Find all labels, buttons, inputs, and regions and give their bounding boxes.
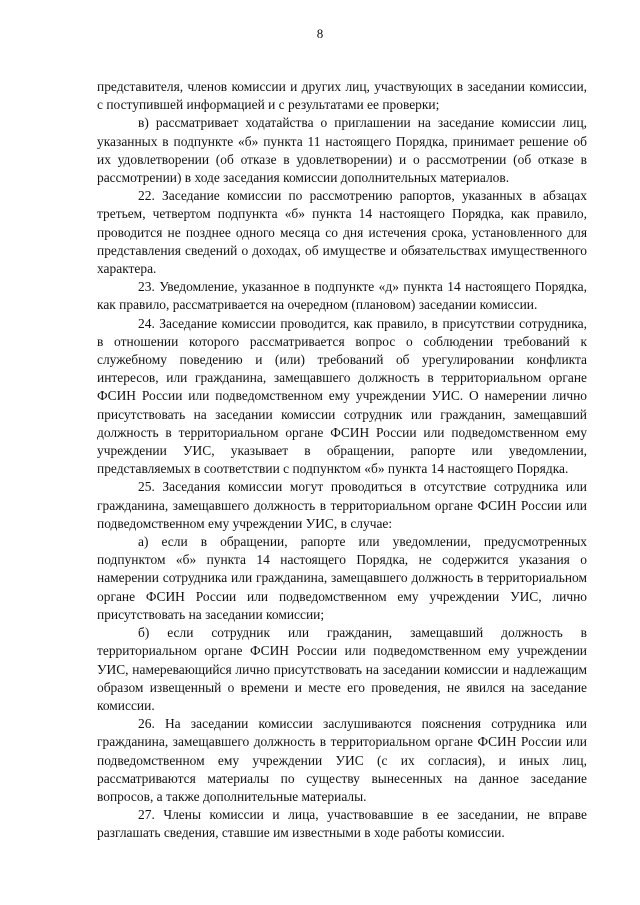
paragraph-24: 24. Заседание комиссии проводится, как правило, в присутствии сотрудника, в отношении которого рассматривается вопрос о соблюдении требований к служебному поведению и (или) требований об урегулировании конфликта интересов, или гражданина, замещавшего должность в территориальном органе ФСИН России или подведомственном ему учреждении УИС. О намерении лично присутствовать на заседании комиссии сотрудник или гражданин, замещавший должность в территориальном органе ФСИН России или подведомственном ему учреждении УИС, указывает в обращении, рапорте или уведомлении, представляемых в соответствии с подпунктом «б» пункта 14 настоящего Порядка.: [97, 315, 587, 477]
paragraph-subitem-v: в) рассматривает ходатайства о приглашении на заседание комиссии лиц, указанных в подпункте «б» пункта 11 настоящего Порядка, принимает решение об их удовлетворении (об отказе в удовлетворении) и о рассмотрении (об отказе в рассмотрении) в ходе заседания комиссии дополнительных материалов.: [97, 115, 587, 186]
paragraph-25-subitem-a: а) если в обращении, рапорте или уведомлении, предусмотренных подпунктом «б» пункта 14 настоящего Порядка, не содержится указания о намерении сотрудника или гражданина, замещавшего должность в территориальном органе ФСИН России или подведомственном ему учреждении УИС, лично присутствовать на заседании комиссии;: [97, 534, 587, 622]
page-number: 8: [316, 26, 324, 41]
paragraph-25-subitem-b: б) если сотрудник или гражданин, замещавший должность в территориальном органе ФСИН России или подведомственном ему учреждении УИС, намеревающийся лично присутствовать на заседании комиссии и надлежащим образом извещенный о времени и месте его проведения, не явился на заседание комиссии.: [97, 625, 587, 713]
paragraph-continuation: представителя, членов комиссии и других лиц, участвующих в заседании комиссии, с поступившей информацией и с результатами ее проверки;: [97, 79, 587, 113]
paragraph-27: 27. Члены комиссии и лица, участвовавшие в ее заседании, не вправе разглашать сведения, ставшие им известными в ходе работы комиссии.: [97, 807, 587, 841]
paragraph-26: 26. На заседании комиссии заслушиваются пояснения сотрудника или гражданина, замещавшего должность в территориальном органе ФСИН России или подведомственном ему учреждении УИС (с их согласия), и иных лиц, рассматриваются материалы по существу вынесенных на данное заседание вопросов, а также дополнительные материалы.: [97, 716, 587, 804]
paragraph-23: 23. Уведомление, указанное в подпункте «д» пункта 14 настоящего Порядка, как правило, рассматривается на очередном (плановом) заседании комиссии.: [97, 279, 587, 313]
paragraph-22: 22. Заседание комиссии по рассмотрению рапортов, указанных в абзацах третьем, четвертом подпункта «б» пункта 14 настоящего Порядка, как правило, проводится не позднее одного месяца со дня истечения срока, установленного для представления сведений о доходах, об имуществе и обязательствах имущественного характера.: [97, 188, 587, 277]
document-body: [97, 78, 587, 843]
paragraph-25: 25. Заседания комиссии могут проводиться в отсутствие сотрудника или гражданина, замещавшего должность в территориальном органе ФСИН России или подведомственном ему учреждении УИС, в случае:: [97, 479, 587, 531]
